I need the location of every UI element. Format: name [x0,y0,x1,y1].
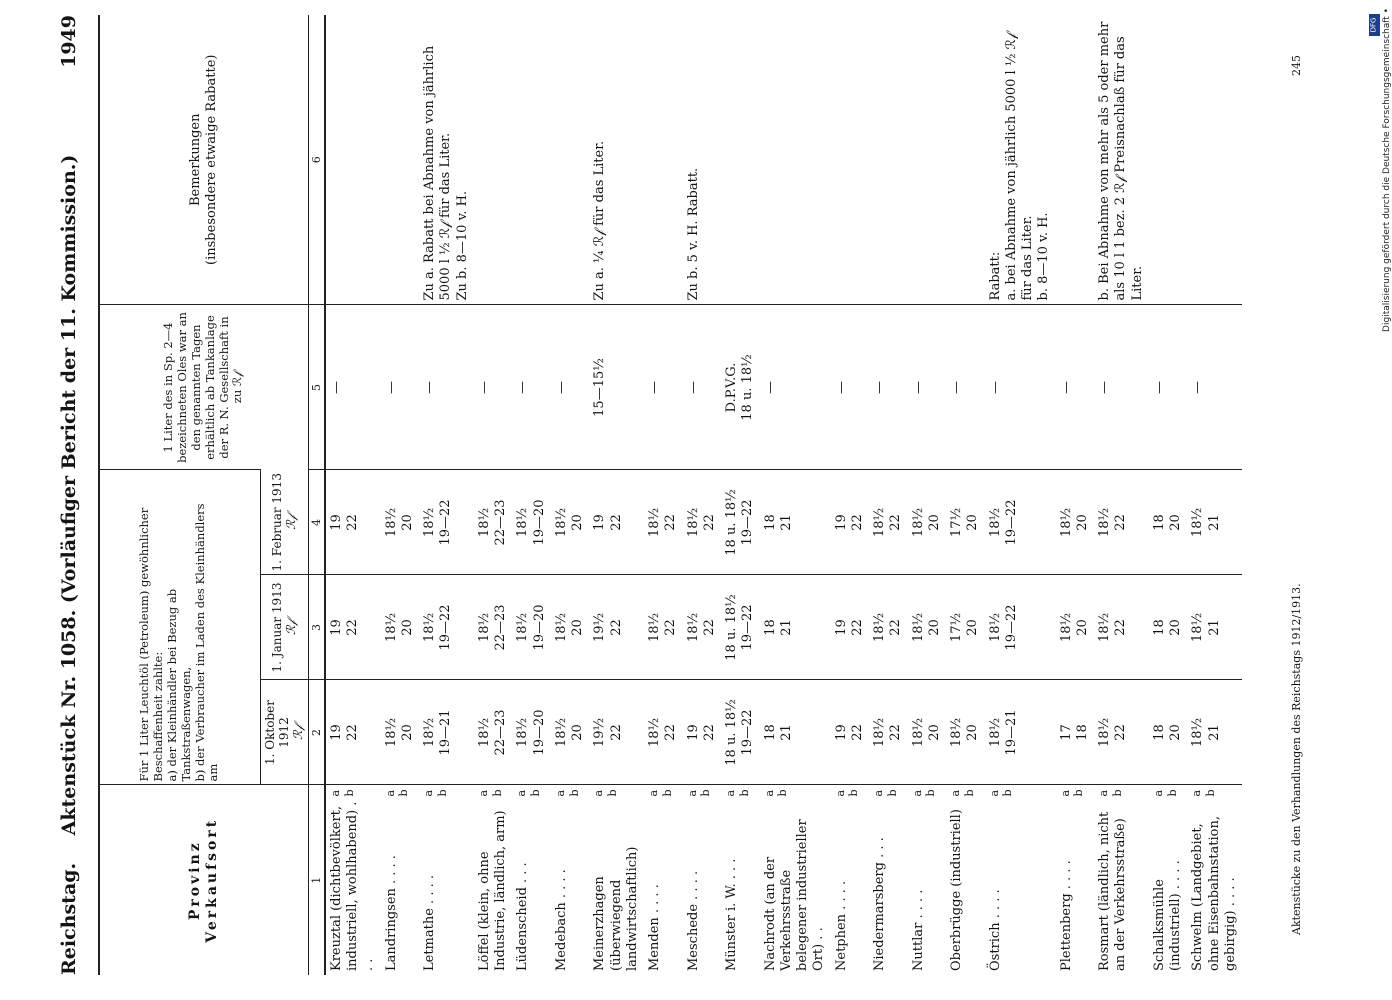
place-cell [474,785,513,975]
price-oct-1912 [419,680,474,785]
price-table [98,15,1290,975]
price-jan-1913-text: 18½ 20 [1058,612,1090,643]
price-feb-1913 [589,470,644,575]
tank-price [381,305,420,470]
tank-price-text: — [476,381,492,394]
table-row [908,15,947,975]
tank-price-text: — [910,381,926,394]
tank-price-text: — [833,381,849,394]
tank-price-text: — [685,381,701,394]
table-row [512,15,551,975]
remarks-cell [1094,15,1149,305]
ab-marker: a b [476,789,504,797]
price-jan-1913-text: 18½ 21 [1190,612,1222,643]
price-feb-1913-text: 18½ 22 [647,507,679,538]
tank-price [419,305,474,470]
price-oct-1912-text: 18½ 20 [910,717,942,748]
price-jan-1913 [589,575,644,680]
price-oct-1912-text: 19 22 [833,724,865,741]
price-oct-1912-text: 18 u. 18½ 19—22 [724,699,756,766]
price-jan-1913-text: 18½ 19—22 [987,604,1019,651]
place-cell-text: Nuttlar . . . . [910,889,926,971]
price-oct-1912 [551,680,590,785]
table-row [589,15,644,975]
tank-price [325,305,381,470]
price-oct-1912 [831,680,870,785]
price-jan-1913-text: 18½ 20 [910,612,942,643]
place-cell [908,785,947,975]
price-jan-1913 [869,575,908,680]
table-row [760,15,831,975]
header-title: Aktenstück Nr. 1058. (Vorläufiger Bericht der 11. Kommission.) [58,154,80,836]
tank-price-text: — [422,381,438,394]
price-feb-1913-text: 18 u. 18½ 19—22 [724,489,756,556]
price-oct-1912-text: 18½ 19—20 [515,709,547,756]
price-oct-1912-text: 18½ 20 [383,717,415,748]
remarks-cell [381,15,420,305]
tank-price-text: — [383,381,399,394]
table-row [474,15,513,975]
table-row [721,15,760,975]
colnum-3: 3 [308,575,325,680]
ab-marker: a b [422,789,449,797]
price-jan-1913 [419,575,474,680]
price-feb-1913 [1056,470,1095,575]
tank-price [908,305,947,470]
tank-price [644,305,683,470]
place-cell-text: Letmathe . . . . [422,875,438,971]
remarks-cell [721,15,760,305]
ab-marker: a b [987,789,1015,797]
footer-note: Aktenstücke zu den Verhandlungen des Reichstags 1912/1913. [1290,583,1303,935]
price-oct-1912 [644,680,683,785]
table-row [419,15,474,975]
tank-price-text: — [1058,381,1074,394]
tank-price-text: — [515,381,531,394]
price-oct-1912 [946,680,985,785]
price-oct-1912 [1187,680,1242,785]
ab-marker: a b [515,789,543,797]
header-date-2 [260,575,308,680]
price-feb-1913-text: 18½ 22 [685,507,717,538]
header-place: Provinz Verkaufsort [100,785,308,975]
remarks-cell-text: b. Bei Abnahme von mehr als 5 oder mehr als 10 l 1 bez. 2 ℛ𝒻 Preisnachlaß für das Liter. [1097,21,1145,301]
price-feb-1913 [760,470,831,575]
tank-price [589,305,644,470]
price-feb-1913 [419,470,474,575]
price-feb-1913 [1149,470,1188,575]
tank-price-text: — [1097,381,1113,394]
price-feb-1913 [985,470,1056,575]
price-feb-1913-text: 18½ 20 [910,507,942,538]
price-jan-1913 [644,575,683,680]
price-feb-1913-text: 18½ 22 [872,507,904,538]
price-oct-1912-text: 18½ 19—21 [422,709,454,756]
price-oct-1912-text: 18½ 22 [1097,717,1129,748]
price-feb-1913 [946,470,985,575]
price-jan-1913-text: 18½ 20 [383,612,415,643]
place-cell-text: Östrich . . . . [987,889,1003,971]
remarks-cell [551,15,590,305]
price-jan-1913-text: 17½ 20 [949,612,981,643]
price-feb-1913-text: 18½ 19—22 [422,499,454,546]
price-feb-1913-text: 18½ 19—20 [515,499,547,546]
price-oct-1912 [1149,680,1188,785]
place-cell-text: Oberbrügge (industriell) [949,809,965,971]
colnum-6: 6 [308,15,325,305]
ab-marker: a b [685,789,713,797]
tank-price [551,305,590,470]
price-oct-1912-text: 19½ 22 [592,717,624,748]
price-oct-1912-text: 18 20 [1151,724,1184,741]
ab-marker: a b [724,789,751,797]
ab-marker: a b [328,789,356,797]
price-oct-1912 [683,680,722,785]
price-feb-1913-text: 17½ 20 [949,507,981,538]
ab-marker: a b [647,789,674,797]
price-oct-1912-text: 18½ 21 [1190,717,1222,748]
dfg-note: Digitalisierung gefördert durch die Deutsche Forschungsgemeinschaft • [1382,8,1392,332]
remarks-cell [419,15,474,305]
price-oct-1912 [512,680,551,785]
table-row [551,15,590,975]
price-oct-1912 [589,680,644,785]
price-feb-1913-text: 18½ 22—23 [476,499,509,546]
header-left: Reichstag. [58,862,80,975]
price-feb-1913-text: 18 20 [1151,514,1184,531]
price-oct-1912 [1094,680,1149,785]
remarks-cell [1187,15,1242,305]
data-table [100,15,1242,975]
price-oct-1912-text: 18½ 22—23 [476,709,509,756]
tank-price [1056,305,1095,470]
price-feb-1913-text: 19 22 [833,514,865,531]
table-row [1187,15,1242,975]
table-body [325,15,1242,975]
tank-price [985,305,1056,470]
remarks-cell-text: Rabatt: a. bei Abnahme von jährlich 5000 l ½ ℛ𝒻 für das Liter. b. 8—10 v. H. [987,33,1052,301]
remarks-cell [869,15,908,305]
remarks-cell-text: Zu a. Rabatt bei Abnahme von jährlich 5000 l ½ ℛ𝒻 für das Liter. Zu b. 8—10 v. H. [422,45,470,301]
ab-marker: a b [383,789,411,797]
price-feb-1913-text: 18½ 22 [1097,507,1129,538]
table-row [683,15,722,975]
place-cell-text: Plettenberg . . . . [1058,860,1074,971]
page-header [58,15,88,975]
ab-marker: a b [1097,789,1124,797]
price-oct-1912-text: 18 21 [762,724,794,741]
price-feb-1913 [1094,470,1149,575]
place-cell [325,785,381,975]
tank-price [946,305,985,470]
tank-price [683,305,722,470]
tank-price [869,305,908,470]
ab-marker: a b [872,789,899,797]
header-price-group: Für 1 Liter Leuchtöl (Petroleum) gewöhnlicher Beschaffenheit zahlte: a) der Kleinhändler bei Bezug ab Tankstraßenwagen, b) der Verbraucher im Laden des Kleinhändlers am [100,470,260,785]
place-cell-text: Schalksmühle (industriell) . . . . [1151,860,1184,971]
tank-price-text: — [1190,381,1206,394]
price-jan-1913-text: 18½ 22 [872,612,904,643]
price-oct-1912 [908,680,947,785]
remarks-cell [985,15,1056,305]
place-cell-text: Medebach . . . . [553,869,569,971]
table-row [869,15,908,975]
table-row [381,15,420,975]
place-cell-text: Schwelm (Landgebiet, ohne Eisenbahnstation, gebirgig) . . . . [1190,816,1238,971]
place-cell [512,785,551,975]
price-feb-1913-text: 18½ 19—22 [987,499,1019,546]
dfg-sidebar [1368,8,1392,988]
place-cell-text: Löffel (klein, ohne Industrie, ländlich, arm) [476,810,509,971]
tank-price-text: — [949,381,965,394]
tank-price [760,305,831,470]
remarks-cell [760,15,831,305]
price-feb-1913 [644,470,683,575]
header-remarks: Bemerkungen (insbesondere etwaige Rabatte) [100,15,308,305]
table-row [831,15,870,975]
tank-price-text: — [1151,381,1167,394]
tank-price-text: — [987,381,1003,394]
place-cell [1094,785,1149,975]
price-jan-1913-text: 18½ 20 [553,612,586,643]
ab-marker: a b [1151,789,1179,797]
price-feb-1913-text: 18½ 20 [1058,507,1090,538]
price-jan-1913 [831,575,870,680]
place-cell [551,785,590,975]
price-feb-1913-text: 18½ 21 [1190,507,1222,538]
remarks-cell [946,15,985,305]
place-cell [985,785,1056,975]
place-cell [381,785,420,975]
place-cell [683,785,722,975]
tank-price [1149,305,1188,470]
price-feb-1913 [831,470,870,575]
remarks-cell [325,15,381,305]
tank-price-text: — [872,381,888,394]
place-cell [1187,785,1242,975]
tank-price [831,305,870,470]
price-oct-1912-text: 18½ 19—21 [987,709,1019,756]
price-feb-1913 [325,470,381,575]
price-jan-1913 [551,575,590,680]
header-col5: 1 Liter des in Sp. 2—4 bezeichneten Oles war an den genannten Tagen erhältlich ab Tankanlage der R. N. Gesellschaft in zu ℛ𝒻 [100,305,308,470]
place-cell [946,785,985,975]
place-cell-text: Netphen . . . . [833,880,849,971]
place-cell-text: Lüdenscheid . . . [515,862,531,971]
remarks-cell [644,15,683,305]
price-feb-1913-text: 18½ 20 [383,507,415,538]
price-jan-1913 [1187,575,1242,680]
price-jan-1913-text: 18 u. 18½ 19—22 [724,594,756,661]
ab-marker: a b [949,789,976,797]
price-jan-1913 [381,575,420,680]
colnum-2: 2 [308,680,325,785]
price-jan-1913 [908,575,947,680]
price-jan-1913 [325,575,381,680]
remarks-cell [1149,15,1188,305]
remarks-cell-text: Zu a. ¼ ℛ𝒻 für das Liter. [592,140,608,301]
place-cell [1056,785,1095,975]
tank-price-text: — [647,381,663,394]
price-oct-1912-text: 18½ 22 [872,717,904,748]
price-feb-1913-text: 19 22 [328,514,361,531]
price-oct-1912-text: 19 22 [328,724,361,741]
table-row [644,15,683,975]
price-feb-1913-text: 18½ 20 [553,507,586,538]
price-feb-1913 [512,470,551,575]
ab-marker: a b [762,789,790,797]
tank-price [1187,305,1242,470]
price-feb-1913-text: 19 22 [592,514,624,531]
price-jan-1913 [985,575,1056,680]
price-jan-1913 [1056,575,1095,680]
remarks-cell [474,15,513,305]
colnum-5: 5 [308,305,325,470]
header-date-1-label: 1. Oktober 1912 [262,700,291,765]
remarks-cell [683,15,722,305]
rotated-page-content [50,15,1320,975]
price-jan-1913-text: 18 21 [762,619,794,636]
price-oct-1912 [381,680,420,785]
place-cell [869,785,908,975]
price-jan-1913 [1094,575,1149,680]
table-row [946,15,985,975]
price-oct-1912 [474,680,513,785]
price-oct-1912-text: 18½ 22 [647,717,679,748]
price-oct-1912-text: 18½ 20 [553,717,586,748]
tank-price [474,305,513,470]
header-unit-1: ℛ𝒻 [291,725,306,740]
dfg-logo [1369,14,1380,36]
ab-marker: a b [833,789,861,797]
price-feb-1913 [869,470,908,575]
place-cell [831,785,870,975]
place-cell-text: Meschede . . . . [685,870,701,971]
place-cell-text: Landringsen . . . . [383,855,399,971]
price-jan-1913 [512,575,551,680]
price-oct-1912 [985,680,1056,785]
ab-marker: a b [910,789,938,797]
place-cell-text: Menden . . . . [647,884,663,971]
price-jan-1913-text: 18½ 22 [647,612,679,643]
price-oct-1912-text: 19 22 [685,724,717,741]
price-jan-1913-text: 19½ 22 [592,612,624,643]
price-jan-1913-text: 18½ 19—20 [515,604,547,651]
price-feb-1913 [381,470,420,575]
remarks-cell [1056,15,1095,305]
place-cell [721,785,760,975]
table-row [1149,15,1188,975]
colnum-4: 4 [308,470,325,575]
header-date-3 [260,470,308,575]
tank-price [721,305,760,470]
header-date-2-label: 1. Januar 1913 [269,582,284,673]
price-jan-1913 [760,575,831,680]
header-date-1 [260,680,308,785]
price-oct-1912-text: 18½ 20 [949,717,981,748]
price-jan-1913-text: 18½ 22—23 [476,604,509,651]
place-cell-text: Meinerzhagen (überwiegend landwirtschaftlich) [592,846,640,971]
price-oct-1912-text: 17 18 [1058,724,1090,741]
table-row [985,15,1056,975]
tank-price-text: 15—15½ [592,358,608,417]
tank-price-text: D.P.V.G. 18 u. 18½ [724,354,756,421]
price-feb-1913 [683,470,722,575]
remarks-cell [908,15,947,305]
header-unit-3: ℛ𝒻 [284,514,299,530]
price-jan-1913-text: 18½ 22 [1097,612,1129,643]
price-jan-1913-text: 18½ 19—22 [422,604,454,651]
table-row [1094,15,1149,975]
footer-page-number: 245 [1290,55,1303,76]
price-jan-1913-text: 18½ 22 [685,612,717,643]
place-cell [760,785,831,975]
price-feb-1913 [721,470,760,575]
place-cell-text: Münster i. W. . . . [724,858,740,971]
price-feb-1913-text: 18 21 [762,514,794,531]
header-page-number: 1949 [58,15,80,68]
place-cell [1149,785,1188,975]
place-cell-text: Kreuztal (dichtbevölkert, industriell, wohlhabend) . . . [328,801,377,971]
price-jan-1913 [946,575,985,680]
price-oct-1912 [1056,680,1095,785]
tank-price-text: — [762,381,778,394]
ab-marker: a b [1190,789,1218,797]
price-jan-1913 [683,575,722,680]
remarks-cell [589,15,644,305]
price-jan-1913-text: 18 20 [1151,619,1184,636]
price-jan-1913-text: 19 22 [833,619,865,636]
ab-marker: a b [592,789,620,797]
table-row [1056,15,1095,975]
price-jan-1913 [1149,575,1188,680]
price-feb-1913 [908,470,947,575]
price-jan-1913 [721,575,760,680]
table-row [325,15,381,975]
header-date-3-label: 1. Februar 1913 [269,473,284,572]
place-cell-text: Rosmart (ländlich, nicht an der Verkehrsstraße) [1097,811,1129,971]
ab-marker: a b [1058,789,1086,797]
place-cell-text: Niedermarsberg . . . [872,837,888,971]
ab-marker: a b [553,789,581,797]
dfg-logo-text: DFG [1369,17,1378,33]
tank-price [512,305,551,470]
tank-price-text: — [553,381,569,394]
remarks-cell-text: Zu b. 5 v. H. Rabatt. [685,167,701,301]
colnum-1: 1 [308,785,325,975]
price-feb-1913 [474,470,513,575]
price-jan-1913-text: 19 22 [328,619,361,636]
header-unit-2: ℛ𝒻 [284,620,299,635]
price-oct-1912 [325,680,381,785]
place-cell [644,785,683,975]
remarks-cell [512,15,551,305]
price-feb-1913 [551,470,590,575]
remarks-cell [831,15,870,305]
price-oct-1912 [721,680,760,785]
place-cell [589,785,644,975]
tank-price-text: — [328,381,344,394]
place-cell [419,785,474,975]
place-cell-text: Nachrodt (an der Verkehrsstraße belegener industrieller Ort) . . [762,819,827,971]
price-feb-1913 [1187,470,1242,575]
price-jan-1913 [474,575,513,680]
price-oct-1912 [869,680,908,785]
price-oct-1912 [760,680,831,785]
tank-price [1094,305,1149,470]
